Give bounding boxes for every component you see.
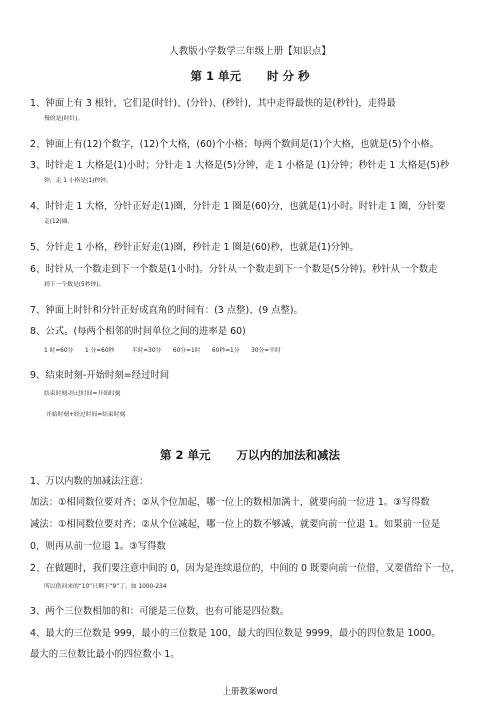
page-footer: 上册教案word: [222, 687, 278, 697]
unit2-item-1: 1、万以内数的加减法注意：: [30, 476, 149, 487]
unit2-item-4b: 最大的三位数比最小的四位数小 1。: [30, 649, 180, 660]
unit1-number: 第 1 单元: [190, 69, 241, 83]
unit2-subtraction-rule-a: 减法：①相同数位要对齐；②从个位减起，哪一位上的数不够减，就要向前一位退 1。如果前一位是: [30, 519, 441, 530]
unit2-item-4a: 4、最大的三位数是 999，最小的三位数是 100，最大的四位数是 9999，最小的四位数是 1000。: [30, 628, 441, 639]
unit2-subtraction-rule-b: 0，则再从前一位退 1。③写得数: [30, 541, 166, 552]
unit1-name: 时 分 秒: [267, 69, 310, 83]
unit1-formulas: 1 时=60分 1 分=60秒 半时=30分 60分=1时 60秒=1分 30分=半时: [44, 348, 281, 354]
unit1-item-9a: 9、结束时刻-开始时刻=经过时间: [30, 370, 170, 381]
unit1-item-5: 5、分针走 1 小格，秒针正好走(1)圈，秒针走 1 圈是(60)秒，也就是(1)分钟。: [30, 242, 359, 253]
unit2-number: 第 2 单元: [159, 448, 211, 462]
unit2-title: [0, 447, 500, 463]
document-header: 人教版小学数学三年级上册【知识点】: [169, 46, 331, 57]
unit2-addition-rule: 加法：①相同数位要对齐；②从个位加起，哪一位上的数相加满十，就要向前一位进 1。③写得数: [30, 497, 430, 508]
unit2-name: 万以内的加法和减法: [236, 448, 340, 462]
unit1-item-4a: 4、时针走 1 大格，分针正好走(1)圈，分针走 1 圈是(60)分，也就是(1)小时。时针走 1 圈，分针要: [30, 201, 446, 212]
unit1-item-3a: 3、时针走 1 大格是(1)小时；分针走 1 大格是(5)分钟，走 1 小格是 (1)分钟；秒针走 1 大格是(5)秒: [30, 160, 450, 171]
unit1-title: [0, 68, 500, 84]
unit1-item-9b: 结束时刻-经过时间=开始时刻: [44, 391, 121, 397]
unit1-item-7: 7、钟面上时针和分针正好成直角的时间有：(3 点整)、(9 点整)。: [30, 305, 303, 316]
unit1-item-8: 8、公式。(每两个相邻的时间单位之间的进率是 60): [30, 326, 246, 337]
unit1-item-6a: 6、时针从一个数走到下一个数是(1小时)。分针从一个数走到下一个数是(5分钟)。秒针从一个数走: [30, 264, 438, 275]
unit1-item-6b: 到下一个数是(5秒钟)。: [44, 282, 105, 288]
unit1-item-2: 2、钟面上有(12)个数字，(12)个大格，(60)个小格；每两个数间是(1)个大格，也就是(5)个小格。: [30, 139, 440, 150]
unit2-item-2a: 2、在做题时，我们要注意中间的 0，因为是连续退位的，中间的 0 既要向前一位借，又要借给下一位，: [30, 563, 460, 574]
unit2-item-2b: 所以借回来的“10”只剩下“9”了。如 1000-234: [44, 584, 167, 590]
unit2-item-3: 3、两个三位数相加的和：可能是三位数，也有可能是四位数。: [30, 606, 290, 617]
unit1-item-9c: 开始时刻+经过时间=结束时刻: [46, 412, 126, 418]
unit1-item-3b: 钟，走 1 小格是(1)秒钟。: [44, 178, 112, 184]
unit1-item-1b: 慢的是(时针)。: [44, 116, 84, 122]
unit1-item-1a: 1、钟面上有 3 根针，它们是(时针)、(分针)、(秒针)，其中走得最快的是(秒针)，走得最: [30, 98, 396, 109]
unit1-item-4b: 走(12)圈。: [44, 219, 74, 225]
